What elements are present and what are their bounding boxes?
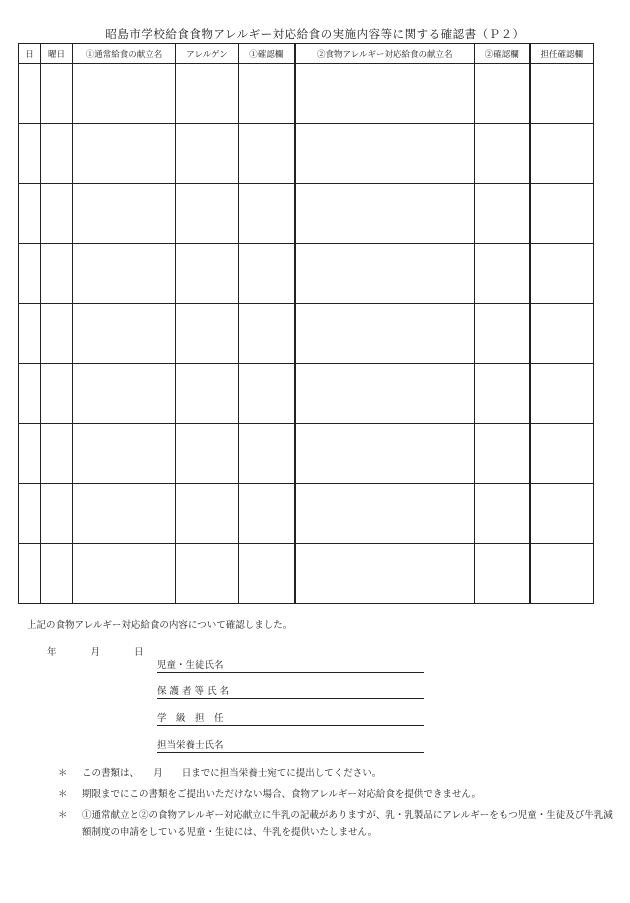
header-allergy-menu: ②食物アレルギー対応給食の献立名: [295, 44, 475, 64]
cell-weekday[interactable]: [41, 124, 73, 184]
cell-weekday[interactable]: [41, 424, 73, 484]
cell-allergy-menu[interactable]: [295, 124, 475, 184]
cell-check-1[interactable]: [239, 484, 295, 544]
table-body: [19, 64, 594, 604]
table-row: [19, 184, 594, 244]
table-row: [19, 244, 594, 304]
confirmation-table: [18, 43, 594, 604]
cell-regular-menu[interactable]: [73, 544, 176, 604]
header-teacher-check: 担任確認欄: [530, 44, 594, 64]
cell-allergy-menu[interactable]: [295, 244, 475, 304]
note-item: [58, 786, 618, 803]
cell-allergy-menu[interactable]: [295, 424, 475, 484]
cell-allergen[interactable]: [176, 64, 239, 124]
cell-check-1[interactable]: [239, 124, 295, 184]
cell-weekday[interactable]: [41, 544, 73, 604]
cell-check-2[interactable]: [475, 64, 530, 124]
table-row: [19, 304, 594, 364]
cell-allergen[interactable]: [176, 424, 239, 484]
cell-weekday[interactable]: [41, 244, 73, 304]
cell-allergy-menu[interactable]: [295, 304, 475, 364]
page-title: 昭島市学校給食食物アレルギー対応給食の実施内容等に関する確認書（Ｐ２）: [105, 27, 525, 41]
cell-teacher-check[interactable]: [530, 304, 594, 364]
cell-allergy-menu[interactable]: [295, 184, 475, 244]
table-row: [19, 124, 594, 184]
cell-regular-menu[interactable]: [73, 484, 176, 544]
nutritionist-name-label: 担当栄養士氏名: [157, 740, 224, 751]
cell-teacher-check[interactable]: [530, 544, 594, 604]
cell-weekday[interactable]: [41, 304, 73, 364]
student-name-line[interactable]: [157, 657, 424, 673]
table-row: [19, 544, 594, 604]
cell-allergy-menu[interactable]: [295, 364, 475, 424]
cell-teacher-check[interactable]: [530, 424, 594, 484]
table-row: [19, 484, 594, 544]
notes-list: [58, 765, 618, 845]
header-allergen: アレルゲン: [176, 44, 239, 64]
student-name-label: 児童・生徒氏名: [157, 660, 224, 671]
cell-check-2[interactable]: [475, 364, 530, 424]
asterisk-mark: ＊: [58, 768, 68, 779]
homeroom-teacher-label: 学 級 担 任: [157, 713, 224, 724]
note-text: この書類は、 月 日までに担当栄養士宛てに提出してください。: [82, 768, 382, 779]
header-regular-menu: ①通常給食の献立名: [73, 44, 176, 64]
homeroom-teacher-line[interactable]: [157, 710, 424, 726]
cell-allergy-menu[interactable]: [295, 544, 475, 604]
cell-teacher-check[interactable]: [530, 124, 594, 184]
note-text: 期限までにこの書類をご提出いただけない場合、食物アレルギー対応給食を提供できません。: [82, 789, 481, 800]
guardian-name-label: 保 護 者 等 氏 名: [157, 686, 230, 697]
cell-allergen[interactable]: [176, 364, 239, 424]
cell-check-2[interactable]: [475, 304, 530, 364]
table-row: [19, 64, 594, 124]
cell-allergen[interactable]: [176, 304, 239, 364]
cell-check-2[interactable]: [475, 124, 530, 184]
year-label: 年: [47, 647, 57, 658]
cell-regular-menu[interactable]: [73, 304, 176, 364]
header-check-2: ②確認欄: [475, 44, 530, 64]
cell-check-1[interactable]: [239, 304, 295, 364]
guardian-name-line[interactable]: [157, 683, 424, 699]
cell-check-1[interactable]: [239, 64, 295, 124]
cell-day[interactable]: [19, 364, 41, 424]
cell-check-1[interactable]: [239, 424, 295, 484]
cell-teacher-check[interactable]: [530, 484, 594, 544]
cell-regular-menu[interactable]: [73, 424, 176, 484]
cell-day[interactable]: [19, 64, 41, 124]
table-row: [19, 424, 594, 484]
cell-day[interactable]: [19, 184, 41, 244]
cell-regular-menu[interactable]: [73, 64, 176, 124]
cell-day[interactable]: [19, 544, 41, 604]
cell-check-1[interactable]: [239, 244, 295, 304]
asterisk-mark: ＊: [58, 810, 68, 821]
cell-allergen[interactable]: [176, 484, 239, 544]
cell-regular-menu[interactable]: [73, 364, 176, 424]
cell-allergen[interactable]: [176, 124, 239, 184]
cell-allergy-menu[interactable]: [295, 64, 475, 124]
header-check-1: ①確認欄: [239, 44, 295, 64]
day-label: 日: [134, 647, 144, 658]
cell-allergen[interactable]: [176, 244, 239, 304]
confirmation-statement: 上記の食物アレルギー対応給食の内容について確認しました。: [27, 620, 293, 631]
cell-day[interactable]: [19, 484, 41, 544]
header-day: 日: [19, 44, 41, 64]
cell-weekday[interactable]: [41, 364, 73, 424]
note-text: ①通常献立と②の食物アレルギー対応献立に牛乳の記載がありますが、乳・乳製品にアレルギーをもつ児童・生徒及び牛乳減額制度の申請をしている児童・生徒には、牛乳を提供いたしません。: [82, 810, 613, 838]
header-weekday: 曜日: [41, 44, 73, 64]
cell-weekday[interactable]: [41, 64, 73, 124]
cell-teacher-check[interactable]: [530, 244, 594, 304]
cell-check-1[interactable]: [239, 184, 295, 244]
cell-check-2[interactable]: [475, 424, 530, 484]
nutritionist-name-line[interactable]: [157, 737, 424, 753]
cell-weekday[interactable]: [41, 484, 73, 544]
cell-allergen[interactable]: [176, 184, 239, 244]
cell-day[interactable]: [19, 244, 41, 304]
cell-check-2[interactable]: [475, 184, 530, 244]
month-label: 月: [90, 647, 101, 658]
note-item: [58, 807, 618, 841]
cell-day[interactable]: [19, 124, 41, 184]
date-line: [47, 644, 178, 658]
cell-teacher-check[interactable]: [530, 364, 594, 424]
cell-regular-menu[interactable]: [73, 184, 176, 244]
cell-check-1[interactable]: [239, 544, 295, 604]
cell-day[interactable]: [19, 304, 41, 364]
table-header-row: [19, 44, 594, 64]
cell-weekday[interactable]: [41, 184, 73, 244]
asterisk-mark: ＊: [58, 789, 68, 800]
cell-teacher-check[interactable]: [530, 64, 594, 124]
table-row: [19, 364, 594, 424]
note-item: [58, 765, 618, 782]
cell-check-2[interactable]: [475, 244, 530, 304]
cell-allergy-menu[interactable]: [295, 484, 475, 544]
cell-teacher-check[interactable]: [530, 184, 594, 244]
cell-check-1[interactable]: [239, 364, 295, 424]
cell-regular-menu[interactable]: [73, 244, 176, 304]
cell-regular-menu[interactable]: [73, 124, 176, 184]
cell-check-2[interactable]: [475, 544, 530, 604]
cell-day[interactable]: [19, 424, 41, 484]
cell-check-2[interactable]: [475, 484, 530, 544]
cell-allergen[interactable]: [176, 544, 239, 604]
